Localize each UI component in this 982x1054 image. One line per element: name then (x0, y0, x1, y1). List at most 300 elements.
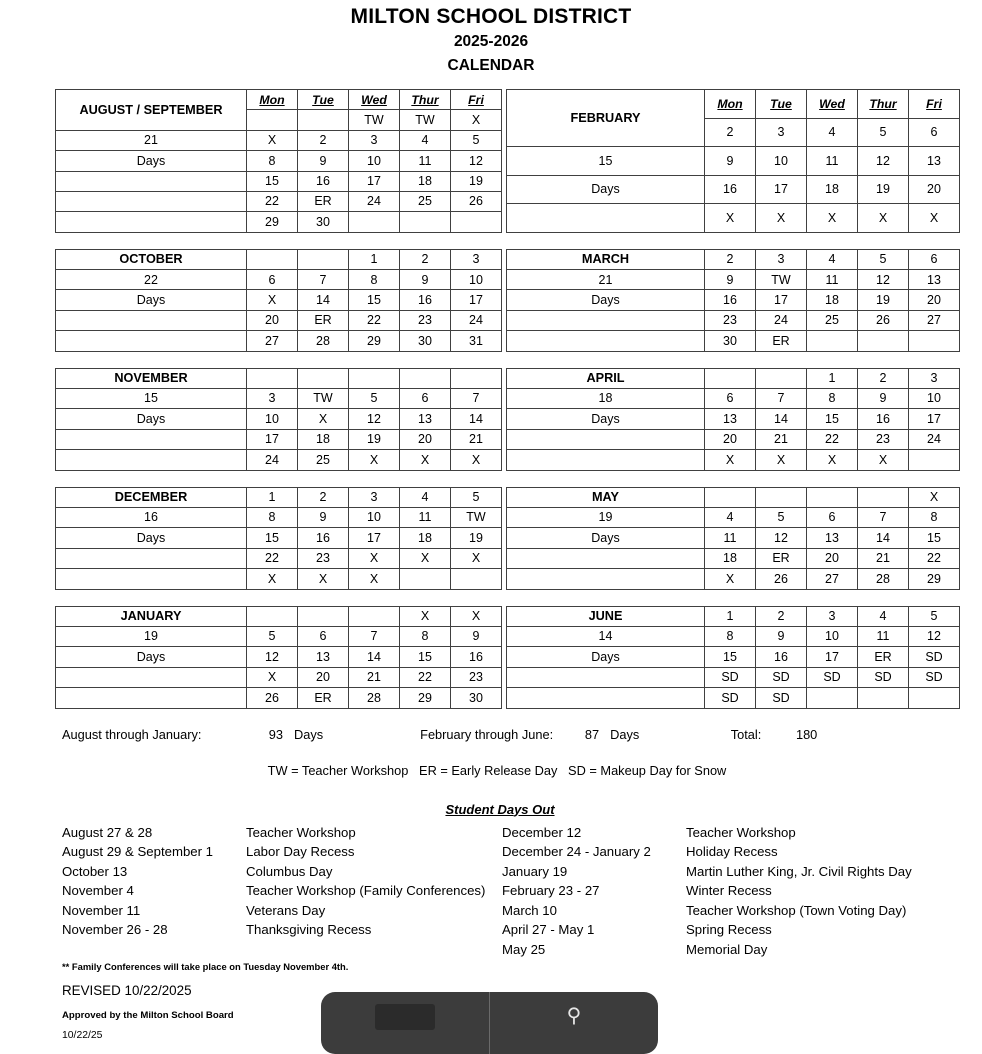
day-cell: X (807, 204, 858, 233)
day-out-description: Memorial Day (686, 942, 768, 958)
table-row (507, 626, 960, 646)
day-cell: 22 (349, 310, 400, 330)
day-cell: 14 (756, 409, 807, 429)
table-row (56, 647, 502, 667)
day-cell: 5 (858, 118, 909, 147)
district-title: MILTON SCHOOL DISTRICT (350, 5, 632, 28)
day-cell: 13 (807, 528, 858, 548)
month-name-cell: OCTOBER (56, 249, 247, 269)
day-cell: 30 (705, 331, 756, 351)
day-cell: 22 (400, 667, 451, 687)
day-cell: 30 (400, 331, 451, 351)
day-cell: 17 (909, 409, 960, 429)
day-cell: 18 (400, 171, 451, 191)
first-half-value: 93 (268, 726, 283, 742)
day-cell: SD (705, 667, 756, 687)
day-cell: 3 (349, 130, 400, 150)
day-cell: X (247, 290, 298, 310)
table-row (507, 204, 960, 233)
day-cell: 2 (400, 249, 451, 269)
day-cell: SD (756, 688, 807, 708)
day-cell: 1 (247, 487, 298, 507)
family-conferences-footnote: ** Family Conferences will take place on Tuesday November 4th. (62, 960, 349, 972)
month-block-june (506, 606, 960, 709)
day-cell: 24 (451, 310, 502, 330)
day-cell: X (807, 450, 858, 470)
day-cell: 30 (298, 212, 349, 232)
day-cell: 16 (705, 290, 756, 310)
first-half-unit: Days (294, 726, 324, 742)
day-cell: 2 (705, 249, 756, 269)
day-cell: X (400, 606, 451, 626)
table-row (507, 508, 960, 528)
day-cell (298, 368, 349, 388)
table-row (56, 548, 502, 568)
table-row (56, 528, 502, 548)
month-meta-cell (507, 569, 705, 589)
table-row (507, 569, 960, 589)
table-row (56, 310, 502, 330)
day-cell: X (400, 450, 451, 470)
table-row (507, 389, 960, 409)
day-cell: 27 (247, 331, 298, 351)
day-cell: 10 (807, 626, 858, 646)
day-cell: 3 (247, 389, 298, 409)
day-cell (705, 487, 756, 507)
month-meta-cell: 14 (507, 626, 705, 646)
month-meta-cell (507, 429, 705, 449)
month-meta-cell: Days (507, 409, 705, 429)
day-cell: 26 (451, 191, 502, 211)
day-cell (247, 606, 298, 626)
table-row (56, 331, 502, 351)
day-cell: 25 (807, 310, 858, 330)
table-row (56, 130, 502, 150)
day-cell: 19 (858, 290, 909, 310)
day-cell: 20 (298, 667, 349, 687)
day-cell (247, 249, 298, 269)
list-item (502, 842, 952, 862)
day-cell: 12 (858, 147, 909, 176)
day-cell: 23 (858, 429, 909, 449)
day-cell: 8 (247, 508, 298, 528)
day-cell: 13 (909, 270, 960, 290)
day-cell: X (400, 548, 451, 568)
day-cell: 11 (400, 151, 451, 171)
day-out-description: Thanksgiving Recess (246, 922, 372, 938)
day-out-description: Winter Recess (686, 883, 772, 899)
day-cell: SD (756, 667, 807, 687)
day-cell: 15 (807, 409, 858, 429)
day-cell: 12 (451, 151, 502, 171)
day-cell: ER (756, 548, 807, 568)
day-cell: 7 (756, 389, 807, 409)
day-out-description: Veterans Day (246, 902, 326, 918)
list-item (502, 940, 952, 960)
first-half-label: August through January: (62, 726, 202, 742)
calendar-row-5 (0, 606, 982, 709)
month-meta-cell (507, 310, 705, 330)
month-meta-cell (56, 429, 247, 449)
day-cell: 16 (298, 528, 349, 548)
search-button[interactable] (490, 992, 658, 1054)
month-block-march (506, 249, 960, 352)
table-row (56, 212, 502, 232)
day-cell (400, 569, 451, 589)
day-cell: 29 (909, 569, 960, 589)
table-row (56, 450, 502, 470)
day-cell: 7 (451, 389, 502, 409)
day-cell: 5 (858, 249, 909, 269)
month-name-cell: APRIL (507, 368, 705, 388)
day-cell: 24 (756, 310, 807, 330)
student-days-out-columns (0, 823, 982, 960)
day-cell: 5 (451, 487, 502, 507)
day-cell: ER (756, 331, 807, 351)
day-cell: SD (705, 688, 756, 708)
month-name-cell: JUNE (507, 606, 705, 626)
table-row (507, 667, 960, 687)
table-row (56, 249, 502, 269)
day-cell: 14 (451, 409, 502, 429)
day-cell: 13 (298, 647, 349, 667)
table-row (56, 191, 502, 211)
page-view-button[interactable] (321, 992, 489, 1054)
month-meta-cell: Days (507, 528, 705, 548)
month-meta-cell (507, 667, 705, 687)
list-item (62, 881, 502, 901)
month-meta-cell (507, 204, 705, 233)
day-cell: 5 (349, 389, 400, 409)
list-item (62, 901, 502, 921)
day-cell: 18 (705, 548, 756, 568)
day-cell: 10 (909, 389, 960, 409)
day-cell: 12 (858, 270, 909, 290)
second-half-unit: Days (610, 726, 640, 742)
day-cell: 3 (349, 487, 400, 507)
month-meta-cell: 16 (56, 508, 247, 528)
day-out-date: November 4 (62, 883, 134, 899)
day-of-week-header: Wed (349, 89, 400, 109)
day-cell: 5 (247, 626, 298, 646)
day-cell: X (909, 204, 960, 233)
day-cell: 6 (247, 270, 298, 290)
day-cell: SD (807, 667, 858, 687)
month-block-december (55, 487, 502, 590)
day-cell (247, 368, 298, 388)
month-name-cell: JANUARY (56, 606, 247, 626)
day-cell: 3 (756, 249, 807, 269)
day-cell: 5 (909, 606, 960, 626)
day-cell: 16 (451, 647, 502, 667)
day-cell: ER (298, 191, 349, 211)
day-cell: 8 (349, 270, 400, 290)
table-row (507, 368, 960, 388)
list-item (502, 901, 952, 921)
table-row (56, 171, 502, 191)
table-row (507, 450, 960, 470)
day-cell: 13 (909, 147, 960, 176)
table-row (507, 647, 960, 667)
month-meta-cell: Days (507, 647, 705, 667)
day-out-description: Teacher Workshop (246, 824, 356, 840)
month-meta-cell: 21 (507, 270, 705, 290)
day-cell: 16 (756, 647, 807, 667)
day-out-date: November 11 (62, 902, 141, 918)
month-meta-cell: Days (56, 151, 247, 171)
day-cell: 26 (247, 688, 298, 708)
month-block-august-september (55, 89, 502, 233)
day-cell: X (451, 450, 502, 470)
total-value: 180 (795, 726, 818, 742)
calendar-row-3 (0, 368, 982, 471)
day-cell: 10 (247, 409, 298, 429)
month-meta-cell: 19 (507, 508, 705, 528)
day-cell: 20 (909, 290, 960, 310)
month-meta-cell (56, 548, 247, 568)
list-item (62, 862, 502, 882)
table-row (507, 688, 960, 708)
day-of-week-header: Fri (909, 89, 960, 118)
month-block-november (55, 368, 502, 471)
day-cell: 3 (807, 606, 858, 626)
day-cell: 15 (909, 528, 960, 548)
day-cell: 5 (451, 130, 502, 150)
day-cell: 16 (858, 409, 909, 429)
day-cell: 31 (451, 331, 502, 351)
day-cell: 17 (756, 175, 807, 204)
day-cell: X (858, 204, 909, 233)
table-row (56, 487, 502, 507)
day-cell: 8 (807, 389, 858, 409)
day-out-date: January 19 (502, 863, 568, 879)
day-cell (756, 368, 807, 388)
month-meta-cell (56, 310, 247, 330)
student-days-out-heading: Student Days Out (445, 801, 555, 817)
day-cell: 10 (451, 270, 502, 290)
day-cell: 6 (298, 626, 349, 646)
day-cell: 25 (298, 450, 349, 470)
day-cell (858, 487, 909, 507)
table-row (56, 409, 502, 429)
day-cell: 4 (400, 130, 451, 150)
day-cell: 24 (909, 429, 960, 449)
day-out-description: Teacher Workshop (Family Conferences) (246, 883, 486, 899)
month-meta-cell: 18 (507, 389, 705, 409)
month-block-may (506, 487, 960, 590)
day-cell: ER (298, 310, 349, 330)
month-meta-cell (507, 331, 705, 351)
month-meta-cell (56, 331, 247, 351)
day-cell: 20 (909, 175, 960, 204)
day-cell: 9 (451, 626, 502, 646)
day-cell: SD (909, 647, 960, 667)
day-cell: 16 (298, 171, 349, 191)
day-cell: 15 (349, 290, 400, 310)
table-row (56, 508, 502, 528)
day-out-description: Holiday Recess (686, 844, 778, 860)
day-cell (909, 331, 960, 351)
day-cell: 20 (705, 429, 756, 449)
day-cell (349, 368, 400, 388)
month-name-cell: AUGUST / SEPTEMBER (56, 89, 247, 130)
day-cell: 19 (451, 528, 502, 548)
day-cell (349, 212, 400, 232)
day-cell: 23 (705, 310, 756, 330)
day-cell: 6 (909, 249, 960, 269)
day-cell: ER (858, 647, 909, 667)
table-row (56, 667, 502, 687)
day-cell: 9 (756, 626, 807, 646)
totals-summary (0, 727, 982, 742)
table-row (56, 626, 502, 646)
day-cell: 27 (807, 569, 858, 589)
day-cell: X (247, 667, 298, 687)
day-cell: 16 (400, 290, 451, 310)
pdf-viewer-toolbar[interactable] (321, 992, 658, 1054)
day-cell: X (349, 569, 400, 589)
day-cell: 1 (349, 249, 400, 269)
day-cell (807, 487, 858, 507)
day-cell: 3 (451, 249, 502, 269)
month-block-february (506, 89, 960, 233)
month-meta-cell (56, 667, 247, 687)
student-days-out-left-column (62, 823, 502, 960)
month-meta-cell (507, 450, 705, 470)
day-cell: 9 (298, 151, 349, 171)
day-cell: 27 (909, 310, 960, 330)
day-cell: 15 (247, 528, 298, 548)
day-cell: 23 (400, 310, 451, 330)
day-cell: 12 (247, 647, 298, 667)
day-cell: X (705, 569, 756, 589)
day-of-week-header: Wed (807, 89, 858, 118)
month-block-january (55, 606, 502, 709)
day-cell: TW (756, 270, 807, 290)
day-cell: 14 (298, 290, 349, 310)
day-cell: 29 (400, 688, 451, 708)
list-item (62, 842, 502, 862)
day-cell: 3 (909, 368, 960, 388)
total-label: Total: (730, 726, 762, 742)
day-cell: 11 (807, 270, 858, 290)
day-cell: 9 (858, 389, 909, 409)
day-cell: X (247, 130, 298, 150)
day-out-description: Spring Recess (686, 922, 772, 938)
month-meta-cell: Days (56, 290, 247, 310)
calendar-grid (0, 89, 982, 709)
day-cell: 15 (247, 171, 298, 191)
day-cell: 6 (400, 389, 451, 409)
day-cell: 4 (705, 508, 756, 528)
day-cell: 9 (705, 270, 756, 290)
day-cell: SD (909, 667, 960, 687)
table-row (56, 429, 502, 449)
day-cell: 20 (247, 310, 298, 330)
day-cell: 19 (451, 171, 502, 191)
day-cell: X (298, 409, 349, 429)
day-cell: 19 (858, 175, 909, 204)
day-cell: ER (298, 688, 349, 708)
table-row (507, 606, 960, 626)
day-out-description: Teacher Workshop (Town Voting Day) (686, 902, 907, 918)
document-type: CALENDAR (447, 56, 535, 74)
table-row (507, 249, 960, 269)
day-of-week-header: Thur (400, 89, 451, 109)
month-meta-cell: Days (56, 647, 247, 667)
list-item (502, 862, 952, 882)
day-cell: 9 (400, 270, 451, 290)
revised-date: REVISED 10/22/2025 (62, 982, 192, 998)
day-cell: 21 (349, 667, 400, 687)
day-cell (705, 368, 756, 388)
day-of-week-header: Fri (451, 89, 502, 109)
calendar-row-2 (0, 249, 982, 352)
day-cell: TW (400, 110, 451, 130)
day-cell: TW (298, 389, 349, 409)
day-cell: 17 (451, 290, 502, 310)
day-cell: TW (451, 508, 502, 528)
table-row (507, 548, 960, 568)
day-cell: X (756, 204, 807, 233)
table-row (507, 409, 960, 429)
day-cell: 30 (451, 688, 502, 708)
day-cell: 2 (298, 487, 349, 507)
month-meta-cell (507, 548, 705, 568)
day-cell: 12 (909, 626, 960, 646)
day-cell: 4 (400, 487, 451, 507)
day-cell: 28 (298, 331, 349, 351)
month-block-october (55, 249, 502, 352)
day-out-description: Labor Day Recess (246, 844, 355, 860)
table-row (507, 310, 960, 330)
second-half-value: 87 (584, 726, 600, 742)
day-out-description: Martin Luther King, Jr. Civil Rights Day (686, 863, 912, 879)
calendar-row-4 (0, 487, 982, 590)
day-of-week-header: Thur (858, 89, 909, 118)
day-cell: TW (349, 110, 400, 130)
day-cell: 5 (756, 508, 807, 528)
day-cell: 1 (807, 368, 858, 388)
table-row (56, 606, 502, 626)
month-meta-cell (56, 171, 247, 191)
day-cell: 18 (400, 528, 451, 548)
day-out-date: March 10 (502, 902, 557, 918)
month-meta-cell: 22 (56, 270, 247, 290)
day-cell: SD (858, 667, 909, 687)
month-name-cell: NOVEMBER (56, 368, 247, 388)
day-cell: 1 (705, 606, 756, 626)
day-of-week-header: Mon (247, 89, 298, 109)
day-cell: 2 (298, 130, 349, 150)
day-cell: X (349, 548, 400, 568)
day-cell: X (451, 110, 502, 130)
day-cell: 22 (807, 429, 858, 449)
day-cell: 18 (807, 290, 858, 310)
month-meta-cell: Days (56, 409, 247, 429)
day-cell: 10 (349, 508, 400, 528)
table-row (507, 487, 960, 507)
table-row (507, 89, 960, 118)
day-cell (909, 688, 960, 708)
month-meta-cell: 19 (56, 626, 247, 646)
day-cell: 9 (298, 508, 349, 528)
month-meta-cell: Days (507, 175, 705, 204)
day-cell: 7 (298, 270, 349, 290)
day-cell (858, 331, 909, 351)
day-cell: 9 (705, 147, 756, 176)
day-out-date: October 13 (62, 863, 128, 879)
